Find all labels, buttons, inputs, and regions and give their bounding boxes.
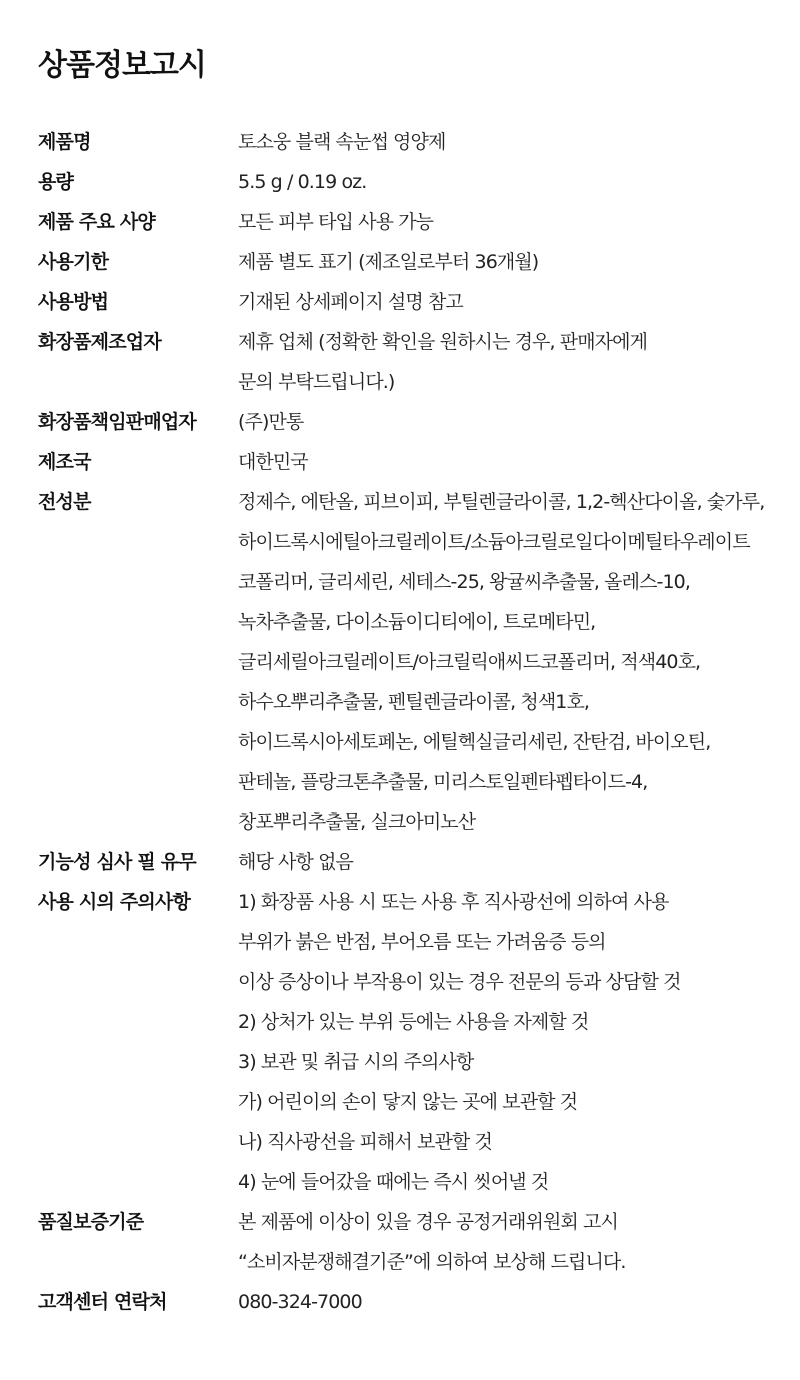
info-value	[238, 882, 778, 1202]
page-title: 상품정보고시	[38, 48, 206, 83]
info-value-line: “소비자분쟁해결기준”에 의하여 보상해 드립니다.	[238, 1251, 626, 1273]
info-value	[238, 442, 778, 482]
info-label: 제조국	[38, 451, 91, 473]
info-value-line: 3) 보관 및 취급 시의 주의사항	[238, 1051, 474, 1073]
info-row	[38, 482, 778, 842]
info-value-line: 제품 별도 표기 (제조일로부터 36개월)	[238, 251, 539, 273]
info-value-line: 제휴 업체 (정확한 확인을 원하시는 경우, 판매자에게	[238, 331, 648, 353]
info-value-line: 해당 사항 없음	[238, 851, 354, 873]
info-value-line: (주)만통	[238, 411, 304, 433]
info-value	[238, 1202, 778, 1282]
info-row	[38, 122, 778, 162]
info-value	[238, 162, 778, 202]
info-value-line: 정제수, 에탄올, 피브이피, 부틸렌글라이콜, 1,2-헥산다이올, 숯가루,	[238, 491, 765, 513]
info-value-line: 창포뿌리추출물, 실크아미노산	[238, 811, 476, 833]
info-value-line: 글리세릴아크릴레이트/아크릴릭애씨드코폴리머, 적색40호,	[238, 651, 701, 673]
info-label: 품질보증기준	[38, 1211, 144, 1233]
info-value-line: 녹차추출물, 다이소듐이디티에이, 트로메타민,	[238, 611, 596, 633]
info-value	[238, 842, 778, 882]
info-row	[38, 282, 778, 322]
info-label: 사용방법	[38, 291, 109, 313]
info-row	[38, 1282, 778, 1322]
info-label: 화장품책임판매업자	[38, 411, 196, 433]
info-value-line: 본 제품에 이상이 있을 경우 공정거래위원회 고시	[238, 1211, 618, 1233]
product-info-table	[38, 122, 778, 1322]
info-value-line: 모든 피부 타입 사용 가능	[238, 211, 434, 233]
info-label: 제품명	[38, 131, 91, 153]
info-value-line: 토소웅 블랙 속눈썹 영양제	[238, 131, 446, 153]
info-value-line: 하수오뿌리추출물, 펜틸렌글라이콜, 청색1호,	[238, 691, 590, 713]
info-value-line: 부위가 붉은 반점, 부어오름 또는 가려움증 등의	[238, 931, 606, 953]
info-value-line: 4) 눈에 들어갔을 때에는 즉시 씻어낼 것	[238, 1171, 549, 1193]
info-value	[238, 122, 778, 162]
info-row	[38, 242, 778, 282]
info-row	[38, 322, 778, 402]
info-value-line: 문의 부탁드립니다.)	[238, 371, 395, 393]
info-value	[238, 482, 778, 842]
info-value-line: 1) 화장품 사용 시 또는 사용 후 직사광선에 의하여 사용	[238, 891, 669, 913]
info-row	[38, 442, 778, 482]
info-row	[38, 882, 778, 1202]
info-value-line: 하이드록시아세토페논, 에틸헥실글리세린, 잔탄검, 바이오틴,	[238, 731, 711, 753]
info-value-line: 기재된 상세페이지 설명 참고	[238, 291, 463, 313]
info-label: 전성분	[38, 491, 91, 513]
info-row	[38, 1202, 778, 1282]
info-value-line: 080-324-7000	[238, 1291, 362, 1313]
info-value-line: 판테놀, 플랑크톤추출물, 미리스토일펜타펩타이드-4,	[238, 771, 648, 793]
info-value	[238, 282, 778, 322]
info-label: 사용기한	[38, 251, 109, 273]
info-value-line: 대한민국	[238, 451, 308, 473]
info-row	[38, 842, 778, 882]
info-value	[238, 202, 778, 242]
info-value-line: 나) 직사광선을 피해서 보관할 것	[238, 1131, 492, 1153]
info-value	[238, 402, 778, 442]
info-label: 고객센터 연락처	[38, 1291, 167, 1313]
info-label: 제품 주요 사양	[38, 211, 155, 233]
info-value	[238, 242, 778, 282]
info-value-line: 하이드록시에틸아크릴레이트/소듐아크릴로일다이메틸타우레이트	[238, 531, 750, 553]
info-label: 용량	[38, 171, 74, 193]
info-value-line: 5.5 g / 0.19 oz.	[238, 171, 367, 193]
info-row	[38, 162, 778, 202]
info-value-line: 2) 상처가 있는 부위 등에는 사용을 자제할 것	[238, 1011, 589, 1033]
info-value-line: 이상 증상이나 부작용이 있는 경우 전문의 등과 상담할 것	[238, 971, 681, 993]
info-value	[238, 322, 778, 402]
info-label: 사용 시의 주의사항	[38, 891, 191, 913]
info-value-line: 가) 어린이의 손이 닿지 않는 곳에 보관할 것	[238, 1091, 578, 1113]
info-label: 기능성 심사 필 유무	[38, 851, 196, 873]
info-value	[238, 1282, 778, 1322]
info-row	[38, 202, 778, 242]
info-label: 화장품제조업자	[38, 331, 161, 353]
info-value-line: 코폴리머, 글리세린, 세테스-25, 왕귤씨추출물, 올레스-10,	[238, 571, 691, 593]
info-row	[38, 402, 778, 442]
